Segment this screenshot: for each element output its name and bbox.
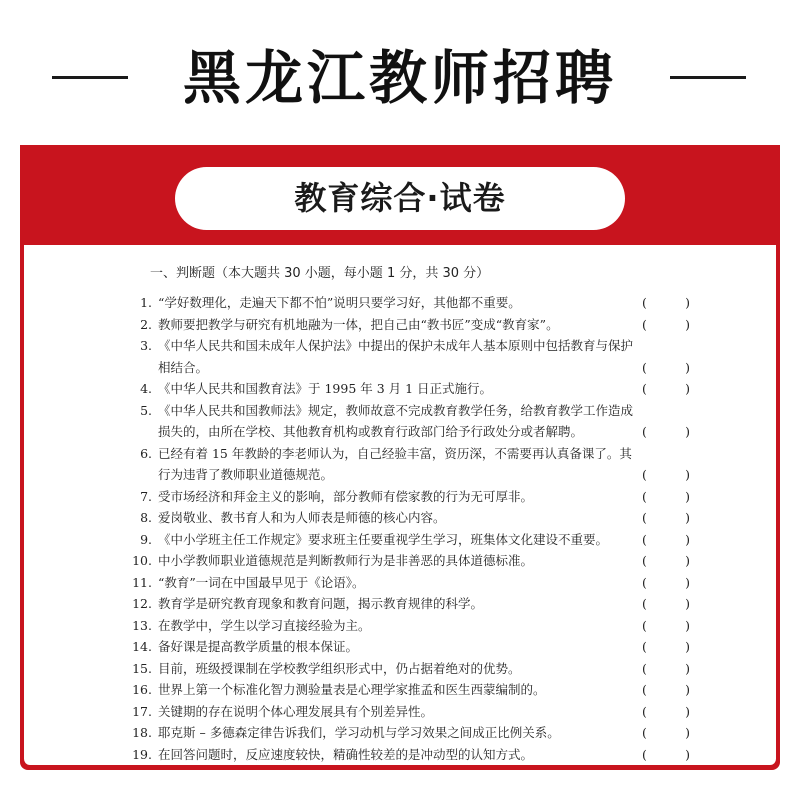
question-item bbox=[120, 486, 700, 508]
question-text: 在教学中，学生以学习直接经验为主。 bbox=[158, 617, 371, 633]
answer-paren-close: ) bbox=[685, 531, 690, 547]
question-item bbox=[120, 507, 700, 529]
question-number: 9. bbox=[140, 531, 152, 547]
answer-paren-open: ( bbox=[642, 359, 647, 375]
question-item bbox=[120, 679, 700, 701]
question-text: 世界上第一个标准化智力测验量表是心理学家推孟和医生西蒙编制的。 bbox=[158, 682, 546, 697]
question-text: 在回答问题时，反应速度较快，精确性较差的是冲动型的认知方式。 bbox=[158, 746, 534, 762]
question-number: 16. bbox=[132, 682, 152, 697]
answer-paren-open: ( bbox=[642, 660, 647, 676]
question-number: 5. bbox=[140, 402, 152, 418]
question-text: 《中小学班主任工作规定》要求班主任要重视学生学习，班集体文化建设不重要。 bbox=[158, 531, 609, 547]
question-text: 《中华人民共和国教育法》于 1995 年 3 月 1 日正式施行。 bbox=[158, 381, 493, 396]
question-item bbox=[120, 636, 700, 658]
answer-paren-open: ( bbox=[642, 746, 647, 762]
question-text: “教育”一词在中国最早见于《论语》。 bbox=[158, 574, 365, 590]
question-item bbox=[120, 615, 700, 637]
answer-paren-close: ) bbox=[685, 359, 690, 375]
question-number: 11. bbox=[132, 574, 152, 590]
answer-paren-open: ( bbox=[642, 531, 647, 547]
answer-paren-close: ) bbox=[685, 316, 690, 332]
answer-paren-close: ) bbox=[685, 488, 690, 504]
question-text: 中小学教师职业道德规范是判断教师行为是非善恶的具体道德标准。 bbox=[158, 553, 534, 568]
answer-paren-open: ( bbox=[642, 510, 647, 525]
question-item bbox=[120, 744, 700, 766]
question-item bbox=[120, 335, 700, 378]
answer-paren-close: ) bbox=[685, 574, 690, 590]
question-number: 10. bbox=[132, 553, 152, 568]
answer-paren-open: ( bbox=[642, 725, 647, 740]
question-number: 14. bbox=[132, 639, 152, 654]
question-text: 教育学是研究教育现象和教育问题，揭示教育规律的科学。 bbox=[158, 596, 484, 611]
answer-paren-open: ( bbox=[642, 381, 647, 396]
header bbox=[0, 30, 800, 120]
answer-paren-close: ) bbox=[685, 510, 690, 525]
question-number: 4. bbox=[140, 381, 152, 396]
question-text: 行为违背了教师职业道德规范。 bbox=[158, 467, 334, 482]
answer-paren-open: ( bbox=[642, 295, 647, 310]
question-number: 1. bbox=[140, 295, 152, 310]
answer-paren-close: ) bbox=[685, 553, 690, 568]
question-text: 目前，班级授课制在学校教学组织形式中，仍占据着绝对的优势。 bbox=[158, 660, 521, 676]
page-title: 黑龙江教师招聘 bbox=[182, 44, 617, 112]
answer-paren-close: ) bbox=[685, 660, 690, 676]
question-item bbox=[120, 722, 700, 744]
question-number: 12. bbox=[132, 596, 152, 611]
question-text: 已经有着 15 年教龄的李老师认为，自己经验丰富，资历深，不需要再认真备课了。其 bbox=[158, 445, 632, 461]
question-text: 相结合。 bbox=[158, 359, 209, 375]
question-number: 13. bbox=[132, 617, 152, 633]
answer-paren-close: ) bbox=[685, 703, 690, 719]
question-number: 17. bbox=[132, 703, 152, 719]
question-item bbox=[120, 550, 700, 572]
question-text: 耶克斯 – 多德森定律告诉我们，学习动机与学习效果之间成正比例关系。 bbox=[158, 725, 560, 740]
answer-paren-close: ) bbox=[685, 381, 690, 396]
question-text: 关键期的存在说明个体心理发展具有个别差异性。 bbox=[158, 703, 434, 719]
question-item bbox=[120, 378, 700, 400]
question-text: 《中华人民共和国未成年人保护法》中提出的保护未成年人基本原则中包括教育与保护 bbox=[158, 338, 634, 353]
question-text: 受市场经济和拜金主义的影响，部分教师有偿家教的行为无可厚非。 bbox=[158, 488, 534, 504]
answer-paren-close: ) bbox=[685, 746, 690, 762]
answer-paren-close: ) bbox=[685, 295, 690, 310]
question-number: 19. bbox=[132, 746, 152, 762]
answer-paren-open: ( bbox=[642, 639, 647, 654]
question-text: 教师要把教学与研究有机地融为一体，把自己由“教书匠”变成“教育家”。 bbox=[158, 316, 559, 332]
section-heading: 一、判断题（本大题共 30 小题，每小题 1 分，共 30 分） bbox=[150, 266, 490, 281]
answer-paren-open: ( bbox=[642, 316, 647, 332]
answer-paren-close: ) bbox=[685, 682, 690, 697]
answer-paren-open: ( bbox=[642, 574, 647, 590]
answer-paren-close: ) bbox=[685, 639, 690, 654]
question-item bbox=[120, 292, 700, 314]
answer-paren-open: ( bbox=[642, 553, 647, 568]
answer-paren-close: ) bbox=[685, 617, 690, 633]
answer-paren-close: ) bbox=[685, 467, 690, 482]
question-item bbox=[120, 400, 700, 443]
answer-paren-open: ( bbox=[642, 596, 647, 611]
question-item bbox=[120, 593, 700, 615]
subtitle-banner: 教育综合·试卷 bbox=[175, 167, 625, 230]
answer-paren-open: ( bbox=[642, 703, 647, 719]
question-number: 2. bbox=[140, 316, 152, 332]
answer-paren-close: ) bbox=[685, 596, 690, 611]
question-number: 18. bbox=[132, 725, 152, 740]
answer-paren-open: ( bbox=[642, 467, 647, 482]
answer-paren-open: ( bbox=[642, 424, 647, 439]
question-number: 3. bbox=[140, 338, 152, 353]
question-number: 6. bbox=[140, 445, 152, 461]
answer-paren-open: ( bbox=[642, 488, 647, 504]
question-item bbox=[120, 529, 700, 551]
question-number: 7. bbox=[140, 488, 152, 504]
question-text: 备好课是提高教学质量的根本保证。 bbox=[158, 639, 359, 654]
question-number: 8. bbox=[140, 510, 152, 525]
title-rule-right bbox=[670, 76, 746, 79]
answer-paren-open: ( bbox=[642, 682, 647, 697]
question-item bbox=[120, 658, 700, 680]
question-item bbox=[120, 443, 700, 486]
question-item bbox=[120, 572, 700, 594]
question-number: 15. bbox=[132, 660, 152, 676]
answer-paren-close: ) bbox=[685, 725, 690, 740]
question-text: 损失的，由所在学校、其他教育机构或教育行政部门给予行政处分或者解聘。 bbox=[158, 424, 584, 439]
question-text: 爱岗敬业、教书育人和为人师表是师德的核心内容。 bbox=[158, 510, 446, 525]
answer-paren-open: ( bbox=[642, 617, 647, 633]
question-item bbox=[120, 701, 700, 723]
question-text: “学好数理化，走遍天下都不怕”说明只要学习好，其他都不重要。 bbox=[158, 295, 521, 310]
answer-paren-close: ) bbox=[685, 424, 690, 439]
question-item bbox=[120, 314, 700, 336]
question-text: 《中华人民共和国教师法》规定，教师故意不完成教育教学任务，给教育教学工作造成 bbox=[158, 402, 634, 418]
